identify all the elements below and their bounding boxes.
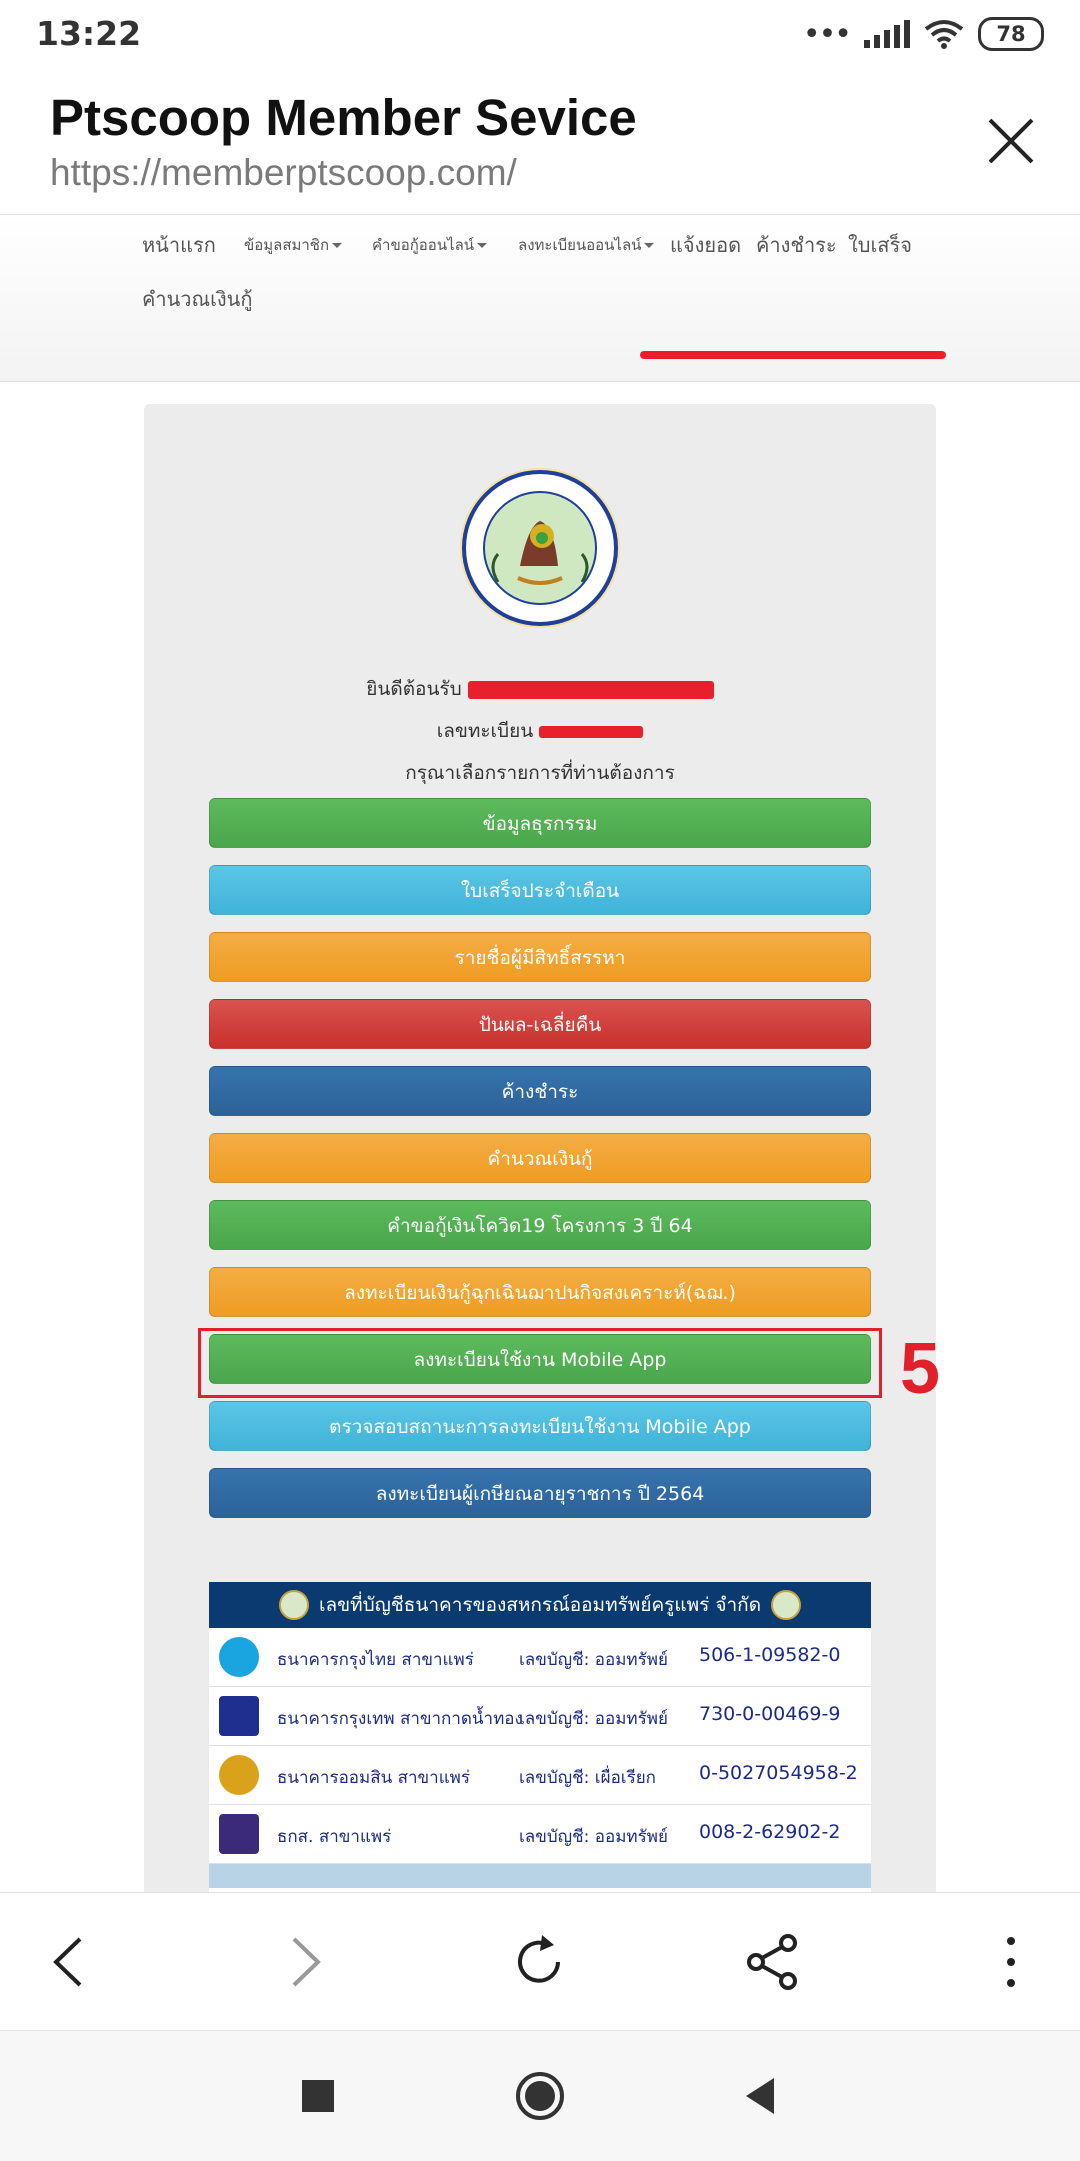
prompt-text: กรุณาเลือกรายการที่ท่านต้องการ (405, 762, 675, 784)
nav-online-register[interactable] (518, 233, 654, 257)
bank-table-title: เลขที่บัญชีธนาคารของสหกรณ์ออมทรัพย์ครูแพร่ จำกัด (318, 1594, 762, 1616)
seal-icon (279, 1590, 309, 1620)
refresh-icon[interactable] (508, 1931, 570, 1993)
system-back-icon[interactable] (734, 2068, 790, 2124)
nav-arrears[interactable]: ค้างชำระ (756, 233, 837, 257)
page-title: Ptscoop Member Sevice (50, 89, 637, 146)
caret-down-icon (477, 243, 487, 248)
account-number: 506-1-09582-0 (699, 1644, 841, 1666)
table-row (209, 1628, 871, 1687)
more-icon[interactable] (980, 1931, 1042, 1993)
bank-name: ธนาคารออมสิน สาขาแพร่ (277, 1768, 471, 1788)
nav-online-register-label: ลงทะเบียนออนไลน์ (518, 236, 642, 254)
redacted-name (468, 681, 714, 699)
nav-notify[interactable]: แจ้งยอด (670, 233, 742, 257)
page-url: https://memberptscoop.com/ (50, 152, 517, 193)
candidates-list-button[interactable]: รายชื่อผู้มีสิทธิ์สรรหา (209, 932, 871, 982)
dividend-button[interactable]: ปันผล-เฉลี่ยคืน (209, 999, 871, 1049)
monthly-receipt-button[interactable]: ใบเสร็จประจำเดือน (209, 865, 871, 915)
register-mobile-app-button[interactable]: ลงทะเบียนใช้งาน Mobile App (209, 1334, 871, 1384)
bank-table-header (209, 1582, 871, 1628)
gsb-bank-logo (219, 1755, 259, 1795)
step-number-label: 5 (900, 1329, 941, 1409)
krungthai-bank-logo (219, 1637, 259, 1677)
bank-table-footer (209, 1864, 871, 1888)
nav-loan-calculator[interactable]: คำนวณเงินกู้ (142, 287, 253, 311)
nav-online-loan-label: คำขอกู้ออนไลน์ (372, 236, 475, 254)
account-number: 0-5027054958-2 (699, 1762, 858, 1784)
registration-line (144, 716, 936, 746)
nav-receipt[interactable]: ใบเสร็จ (848, 233, 912, 257)
step-highlight-box (198, 1328, 882, 1398)
nav-home[interactable]: หน้าแรก (142, 233, 216, 257)
status-icons (803, 14, 1044, 54)
recents-icon[interactable] (290, 2068, 346, 2124)
check-mobile-app-status-button[interactable]: ตรวจสอบสถานะการลงทะเบียนใช้งาน Mobile App (209, 1401, 871, 1451)
nav-member-info-label: ข้อมูลสมาชิก (244, 236, 330, 254)
welcome-text: ยินดีต้อนรับ (366, 678, 462, 700)
bank-name: ธนาคารกรุงไทย สาขาแพร่ (277, 1650, 474, 1670)
signal-icon (864, 20, 910, 48)
status-time: 13:22 (36, 14, 142, 53)
account-type: เลขบัญชี: เผื่อเรียก (519, 1768, 656, 1788)
account-number: 008-2-62902-2 (699, 1821, 841, 1843)
caret-down-icon (644, 243, 654, 248)
loan-calculator-button[interactable]: คำนวณเงินกู้ (209, 1133, 871, 1183)
caret-down-icon (332, 243, 342, 248)
nav-member-info[interactable] (244, 233, 342, 257)
redacted-registration (539, 726, 643, 738)
status-bar (0, 0, 1080, 70)
registration-label: เลขทะเบียน (436, 720, 534, 742)
back-icon[interactable] (40, 1931, 102, 1993)
seal-icon (771, 1590, 801, 1620)
retiree-register-button[interactable]: ลงทะเบียนผู้เกษียณอายุราชการ ปี 2564 (209, 1468, 871, 1518)
close-icon[interactable] (982, 112, 1040, 170)
bank-accounts-table (209, 1582, 871, 1904)
system-navigation-bar (0, 2030, 1080, 2161)
share-icon[interactable] (742, 1931, 804, 1993)
site-nav (0, 214, 1080, 382)
account-type: เลขบัญชี: ออมทรัพย์ (519, 1709, 668, 1729)
custom-tab-header (0, 70, 1080, 212)
cooperative-seal-logo (458, 466, 622, 630)
redacted-text (640, 351, 946, 359)
table-row (209, 1746, 871, 1805)
member-menu-card (144, 404, 941, 1904)
baac-bank-logo (219, 1814, 259, 1854)
forward-icon[interactable] (272, 1931, 334, 1993)
bank-name: ธกส. สาขาแพร่ (277, 1827, 392, 1847)
wifi-icon (924, 19, 964, 49)
browser-toolbar (0, 1892, 1080, 2031)
emergency-loan-register-button[interactable]: ลงทะเบียนเงินกู้ฉุกเฉินฌาปนกิจสงเคราะห์(ฉฌ.) (209, 1267, 871, 1317)
table-row (209, 1805, 871, 1864)
account-type: เลขบัญชี: ออมทรัพย์ (519, 1827, 668, 1847)
account-type: เลขบัญชี: ออมทรัพย์ (519, 1650, 668, 1670)
arrears-button[interactable]: ค้างชำระ (209, 1066, 871, 1116)
covid-loan-button[interactable]: คำขอกู้เงินโควิด19 โครงการ 3 ปี 64 (209, 1200, 871, 1250)
table-row (209, 1687, 871, 1746)
account-number: 730-0-00469-9 (699, 1703, 841, 1725)
transactions-button[interactable]: ข้อมูลธุรกรรม (209, 798, 871, 848)
battery-indicator: 78 (978, 17, 1044, 51)
more-dots-icon: ••• (802, 16, 850, 52)
nav-online-loan[interactable] (372, 233, 487, 257)
bank-name: ธนาคารกรุงเทพ สาขากาดน้ำทอง (277, 1709, 523, 1729)
welcome-line (144, 674, 936, 704)
bangkok-bank-logo (219, 1696, 259, 1736)
home-icon[interactable] (512, 2068, 568, 2124)
